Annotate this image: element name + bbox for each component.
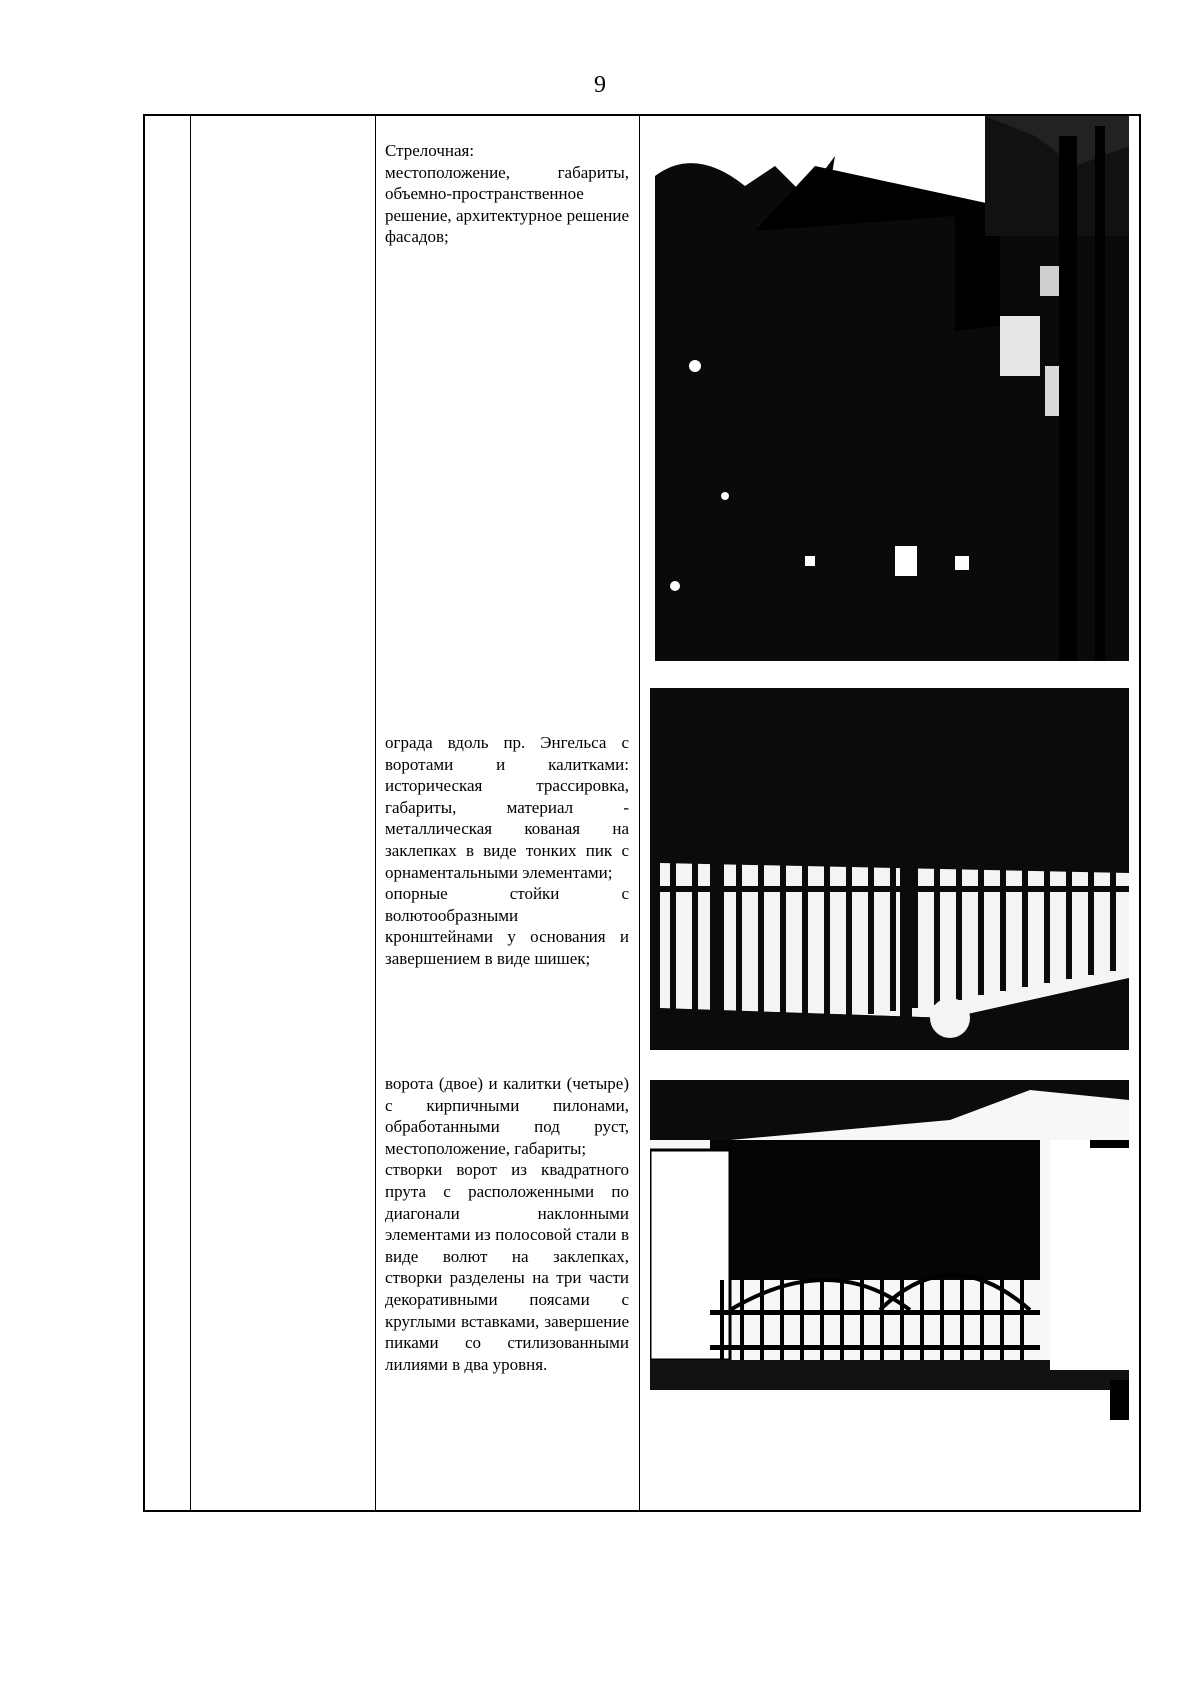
row-1-heading: Стрелочная:	[385, 141, 475, 160]
column-divider-3	[639, 116, 640, 1510]
column-divider-2	[375, 116, 376, 1510]
column-divider-1	[190, 116, 191, 1510]
building-photo-icon	[655, 116, 1129, 661]
row-2-description	[385, 732, 629, 970]
fence-photo-icon	[650, 688, 1129, 1050]
row-3-description	[385, 1073, 629, 1375]
row-1-description	[385, 140, 629, 248]
row-3-paragraph-2: створки ворот из квадратного прута с расположенными по диагонали наклонными элементами из полосовой стали в виде волют на заклепках, створки разделены на три части декоративными поясами с круглыми вставками, завершение пиками со стилизованными лилиями в два уровня.	[385, 1160, 629, 1374]
page-number: 9	[594, 72, 606, 98]
row-1-paragraph: местоположение, габариты, объемно-пространственное решение, архитектурное решение фасадов;	[385, 162, 629, 247]
gate-photo-icon	[650, 1080, 1129, 1440]
row-3-paragraph-1: ворота (двое) и калитки (четыре) с кирпичными пилонами, обработанными под руст, местоположение, габариты;	[385, 1074, 629, 1158]
row-2-paragraph-1: ограда вдоль пр. Энгельса с воротами и калитками: историческая трассировка, габариты, материал - металлическая кованая на заклепках в виде тонких пик с орнаментальными элементами;	[385, 733, 629, 882]
row-2-paragraph-2: опорные стойки с волютообразными кронштейнами у основания и завершением в виде шишек;	[385, 884, 629, 968]
